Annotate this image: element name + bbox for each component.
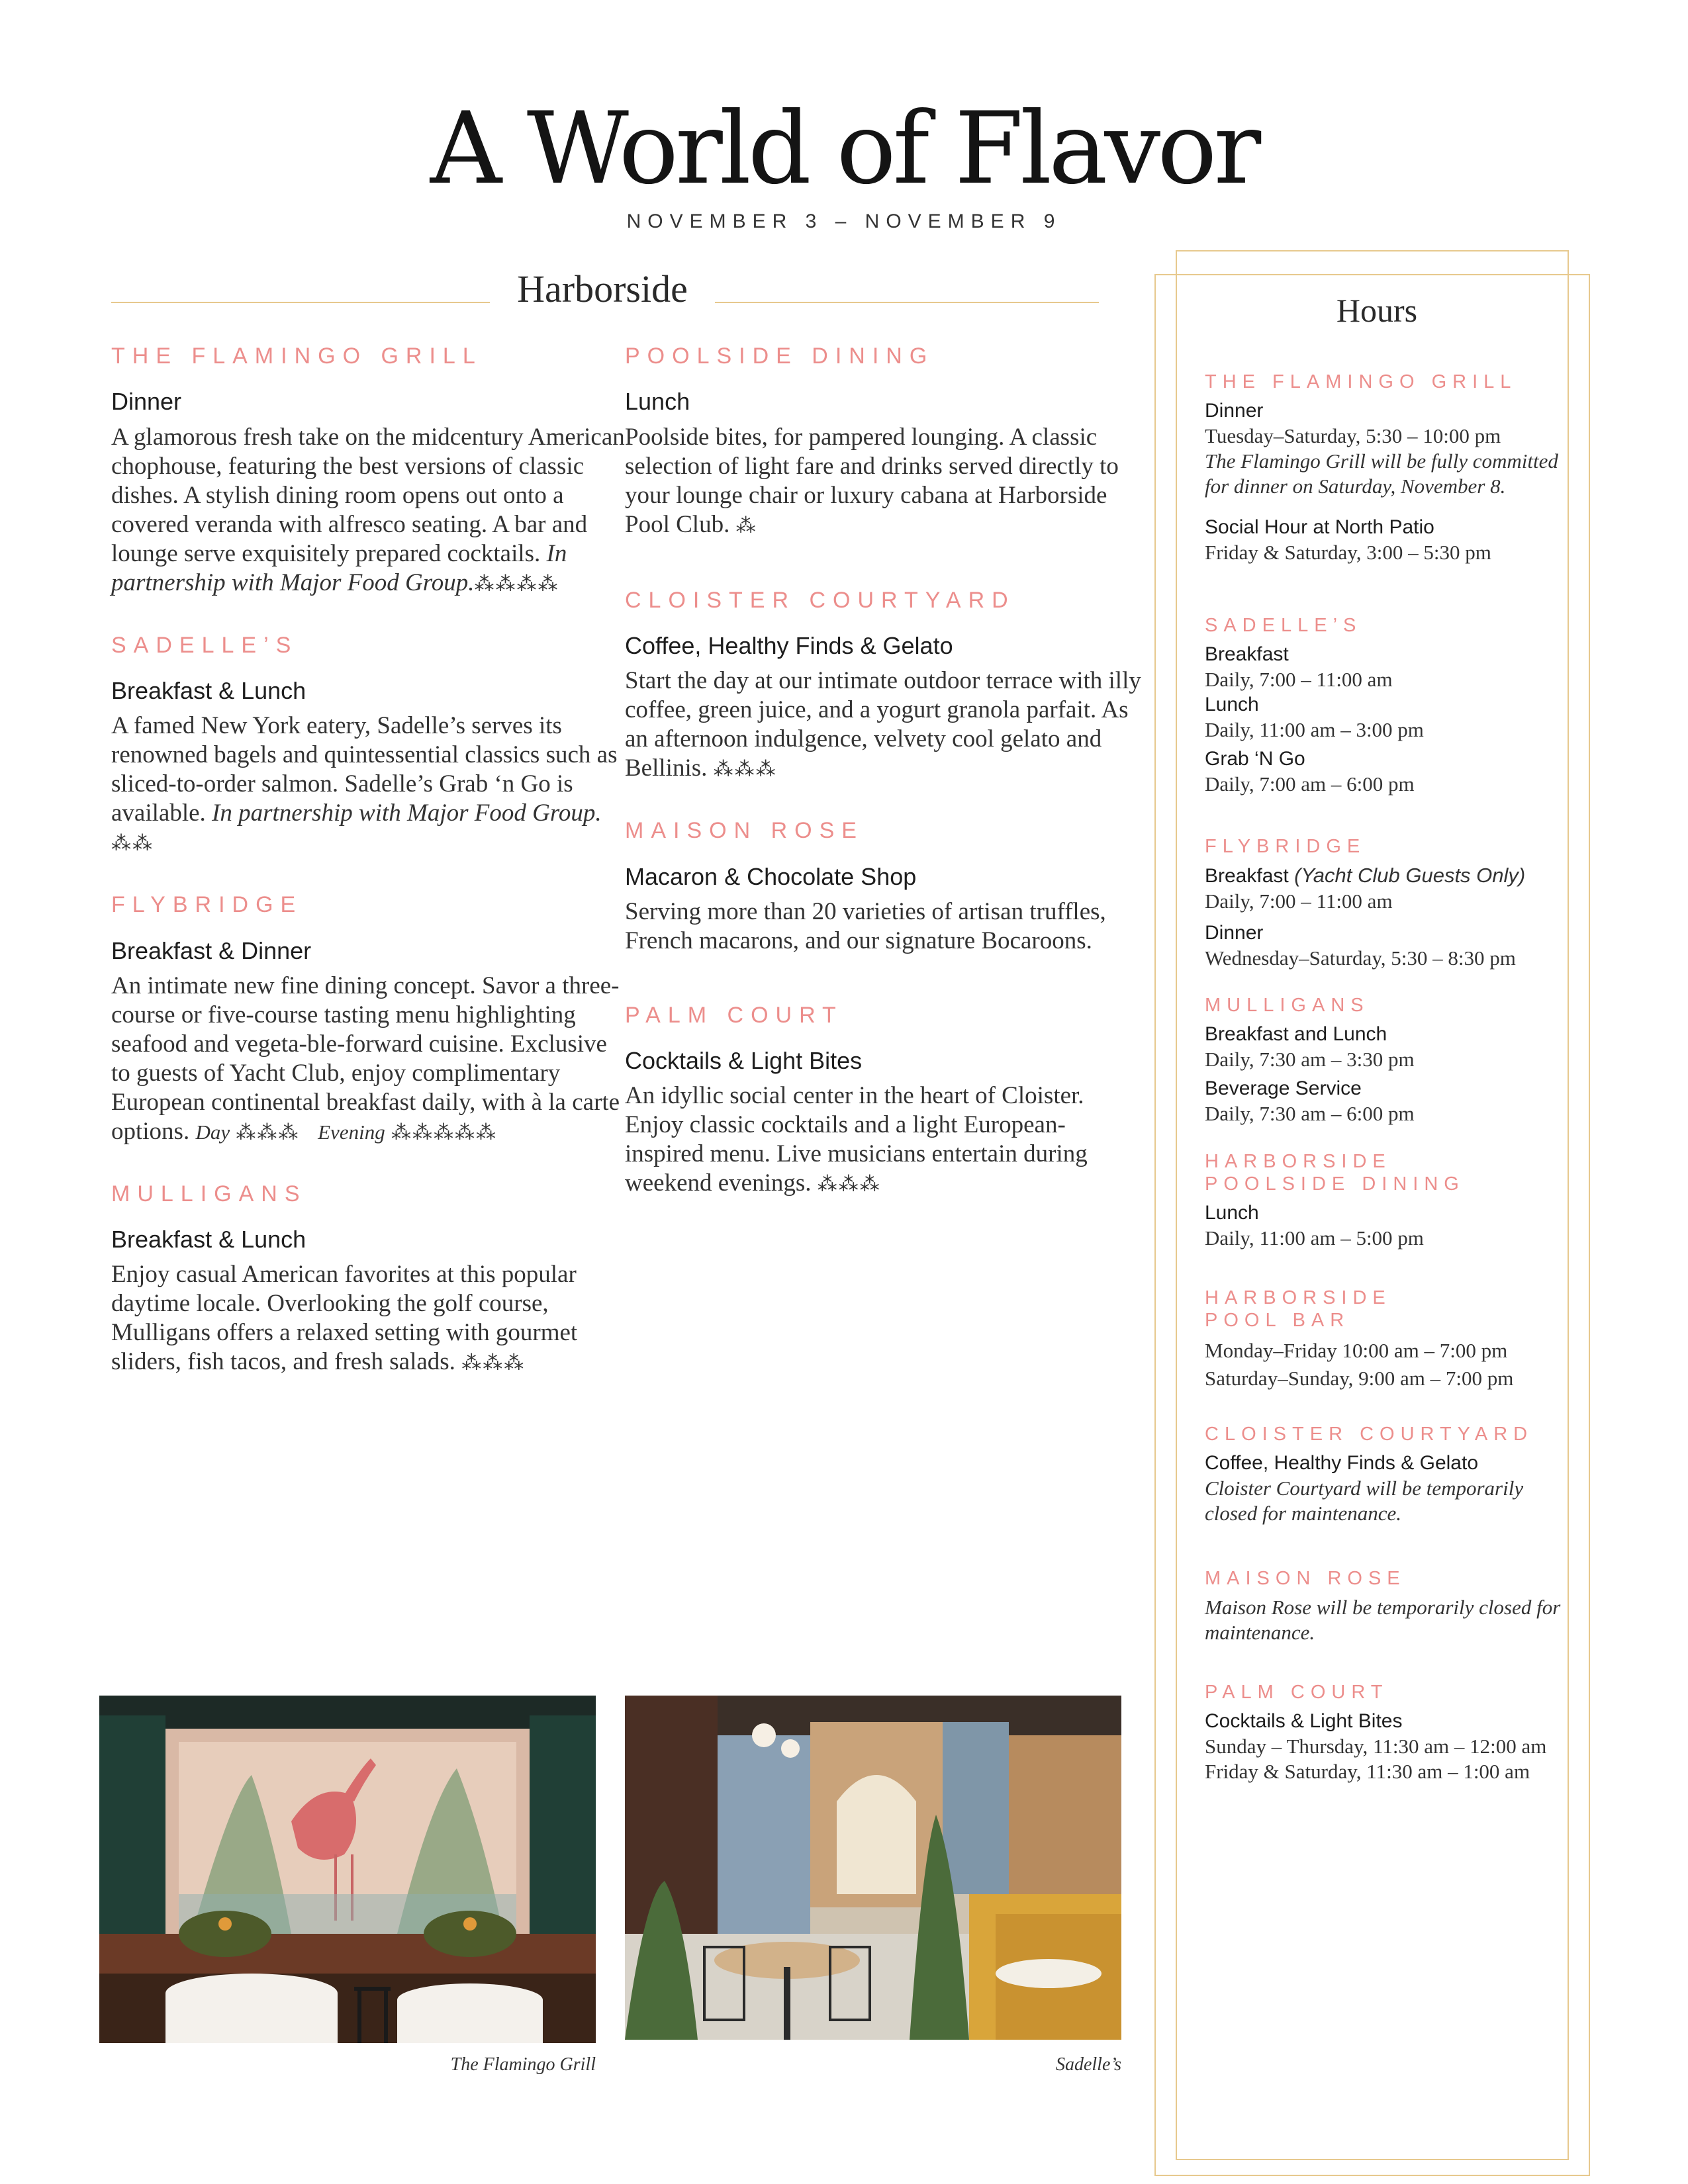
hours-venue: SADELLE’S — [1205, 615, 1362, 636]
hours-venue: MAISON ROSE — [1205, 1568, 1406, 1589]
hours-subtitle: Breakfast and Lunch — [1205, 1023, 1387, 1045]
hours-venue: FLYBRIDGE — [1205, 836, 1366, 857]
day-label: Day — [195, 1120, 230, 1144]
venue-subtitle: Cocktails & Light Bites — [625, 1047, 863, 1075]
venue-description: A famed New York eatery, Sadelle’s serves its renowned bagels and quintessential classics such as sliced-to-order salmon. Sadelle’s Grab ‘n Go is available. In partnership with Major Food Group. ⁂⁂ — [111, 712, 618, 856]
venue-name: CLOISTER COURTYARD — [625, 587, 1015, 613]
day-price-icon: ⁂⁂⁂ — [236, 1120, 300, 1144]
hours-time: Sunday – Thursday, 11:30 am – 12:00 am — [1205, 1735, 1547, 1758]
venue-name: MULLIGANS — [111, 1181, 307, 1206]
hours-note: (Yacht Club Guests Only) — [1294, 864, 1526, 887]
hours-title: Hours — [1336, 292, 1418, 329]
hours-subtitle: Coffee, Healthy Finds & Gelato — [1205, 1452, 1478, 1474]
flamingo-grill-caption: The Flamingo Grill — [450, 2054, 596, 2075]
price-icon: ⁂⁂⁂ — [713, 758, 777, 782]
price-icon: ⁂⁂ — [111, 832, 154, 856]
venue-name: MAISON ROSE — [625, 818, 864, 844]
middle-column — [625, 344, 1141, 1234]
partnership-note: In partnership with Major Food Group. — [212, 799, 602, 827]
left-column — [111, 344, 628, 1412]
hours-time: Friday & Saturday, 11:30 am – 1:00 am — [1205, 1760, 1530, 1783]
hours-mulligans — [1205, 994, 1575, 1126]
venue-flybridge — [111, 893, 628, 1148]
section-title: Harborside — [517, 267, 688, 310]
hours-time: Daily, 7:30 am – 3:30 pm — [1205, 1048, 1415, 1071]
venue-description: Start the day at our intimate outdoor terrace with illy coffee, green juice, and a yogurt granola parfait. As an afternoon indulgence, velvety cool gelato and Bellinis. ⁂⁂⁂ — [625, 667, 1141, 782]
evening-label: Evening — [318, 1120, 385, 1144]
hours-subtitle: Breakfast — [1205, 643, 1289, 665]
venue-flamingo-grill — [111, 344, 628, 599]
sadelles-caption: Sadelle’s — [1055, 2054, 1121, 2075]
hours-venue: THE FLAMINGO GRILL — [1205, 371, 1517, 392]
venue-subtitle: Lunch — [625, 388, 690, 416]
venue-subtitle: Breakfast & Dinner — [111, 936, 312, 964]
venue-description: An intimate new fine dining concept. Savor a three-course or five-course tasting menu highlighting seafood and vegeta-ble-forward cuisine. Exclusive to guests of Yacht Club, enjoy complimentary European continental breakfast daily, with à la carte options. Day ⁂⁂⁂ Evening ⁂⁂⁂⁂⁂ — [111, 972, 620, 1145]
venue-description: An idyllic social center in the heart of Cloister. Enjoy classic cocktails and a light European-inspired menu. Live musicians entertain during weekend evenings. ⁂⁂⁂ — [625, 1082, 1088, 1197]
venue-cloister-courtyard — [625, 588, 1141, 785]
hours-flamingo-grill — [1205, 371, 1575, 565]
flamingo-grill-image — [99, 1696, 596, 2043]
hours-venue: PALM COURT — [1205, 1682, 1389, 1703]
venue-subtitle: Breakfast & Lunch — [111, 1226, 306, 1253]
hours-flybridge — [1205, 835, 1575, 971]
hours-venue: POOLSIDE DINING — [1205, 1173, 1465, 1195]
venue-subtitle: Breakfast & Lunch — [111, 676, 306, 704]
hours-time: Daily, 7:00 am – 6:00 pm — [1205, 772, 1415, 796]
hours-subtitle: Cocktails & Light Bites — [1205, 1710, 1403, 1732]
evening-price-icon: ⁂⁂⁂⁂⁂ — [391, 1120, 497, 1144]
hours-time: Tuesday–Saturday, 5:30 – 10:00 pm — [1205, 424, 1501, 447]
hours-note: Cloister Courtyard will be temporarily closed for maintenance. — [1205, 1477, 1524, 1525]
hours-time: Saturday–Sunday, 9:00 am – 7:00 pm — [1205, 1367, 1514, 1390]
sadelles-image — [625, 1696, 1121, 2040]
hours-sadelles — [1205, 614, 1575, 797]
venue-description: Enjoy casual American favorites at this popular daytime locale. Overlooking the golf course, Mulligans offers a relaxed setting with gourmet sliders, fish tacos, and fresh salads. ⁂⁂⁂ — [111, 1261, 578, 1376]
price-icon: ⁂⁂⁂ — [461, 1351, 526, 1375]
hours-time: Daily, 7:00 – 11:00 am — [1205, 668, 1393, 691]
hours-subtitle: Beverage Service — [1205, 1077, 1362, 1099]
hours-venue: CLOISTER COURTYARD — [1205, 1424, 1534, 1445]
hours-subtitle: Social Hour at North Patio — [1205, 516, 1434, 538]
hours-time: Wednesday–Saturday, 5:30 – 8:30 pm — [1205, 946, 1516, 970]
divider-right — [715, 302, 1099, 303]
venue-description: A glamorous fresh take on the midcentury American chophouse, featuring the best versions of classic dishes. A stylish dining room opens out onto a covered veranda with alfresco seating. A bar and lounge serve exquisitely prepared cocktails. In partnership with Major Food Group.⁂⁂⁂⁂ — [111, 423, 625, 596]
date-range: NOVEMBER 3 – NOVEMBER 9 — [626, 210, 1062, 232]
venue-subtitle: Coffee, Healthy Finds & Gelato — [625, 631, 953, 659]
divider-left — [111, 302, 490, 303]
venue-maison-rose — [625, 819, 1141, 956]
hours-venue: POOL BAR — [1205, 1310, 1350, 1331]
venue-palm-court — [625, 1003, 1141, 1200]
hours-subtitle: Dinner — [1205, 922, 1264, 944]
partnership-note: In partnership with Major Food Group. — [111, 539, 567, 596]
venue-mulligans — [111, 1182, 628, 1379]
hours-maison-rose — [1205, 1567, 1575, 1645]
venue-name: FLYBRIDGE — [111, 892, 303, 918]
venue-subtitle: Dinner — [111, 388, 182, 416]
hours-time: Daily, 11:00 am – 5:00 pm — [1205, 1226, 1424, 1250]
hours-note: Maison Rose will be temporarily closed for maintenance. — [1205, 1596, 1561, 1644]
hours-venue: HARBORSIDE — [1205, 1151, 1391, 1172]
venue-description: Poolside bites, for pampered lounging. A classic selection of light fare and drinks served directly to your lounge chair or luxury cabana at Harborside Pool Club. ⁂ — [625, 423, 1119, 538]
price-icon: ⁂⁂⁂⁂ — [474, 572, 559, 596]
hours-subtitle: Breakfast (Yacht Club Guests Only) — [1205, 864, 1526, 887]
hours-note: The Flamingo Grill will be fully committed for dinner on Saturday, November 8. — [1205, 449, 1558, 498]
hours-cloister-courtyard — [1205, 1423, 1575, 1526]
hours-time: Friday & Saturday, 3:00 – 5:30 pm — [1205, 541, 1491, 564]
hours-time: Daily, 7:00 – 11:00 am — [1205, 889, 1393, 913]
hours-subtitle: Grab ‘N Go — [1205, 748, 1305, 770]
venue-name: THE FLAMINGO GRILL — [111, 343, 483, 369]
sadelles-photo — [625, 1696, 1121, 2040]
venue-name: PALM COURT — [625, 1002, 843, 1028]
hours-harborside-poolside-dining — [1205, 1150, 1575, 1251]
price-icon: ⁂⁂⁂ — [817, 1173, 881, 1197]
hours-subtitle: Dinner — [1205, 400, 1264, 422]
venue-name: SADELLE’S — [111, 632, 299, 658]
hours-time: Monday–Friday 10:00 am – 7:00 pm — [1205, 1339, 1508, 1362]
price-icon: ⁂ — [735, 514, 757, 537]
hours-subtitle: Lunch — [1205, 694, 1259, 715]
hours-harborside-pool-bar — [1205, 1287, 1575, 1391]
hours-venue: HARBORSIDE — [1205, 1287, 1391, 1308]
page-title: A World of Flavor — [430, 91, 1258, 206]
venue-name: POOLSIDE DINING — [625, 343, 935, 369]
venue-subtitle: Macaron & Chocolate Shop — [625, 862, 917, 890]
venue-description: Serving more than 20 varieties of artisan truffles, French macarons, and our signature Bocaroons. — [625, 897, 1106, 954]
hours-venue: MULLIGANS — [1205, 995, 1370, 1016]
hours-time: Daily, 11:00 am – 3:00 pm — [1205, 718, 1424, 741]
venue-sadelles — [111, 633, 628, 859]
flamingo-grill-photo — [99, 1696, 596, 2043]
venue-poolside-dining — [625, 344, 1141, 541]
hours-time: Daily, 7:30 am – 6:00 pm — [1205, 1102, 1415, 1125]
hours-palm-court — [1205, 1681, 1575, 1784]
hours-subtitle: Lunch — [1205, 1202, 1259, 1224]
